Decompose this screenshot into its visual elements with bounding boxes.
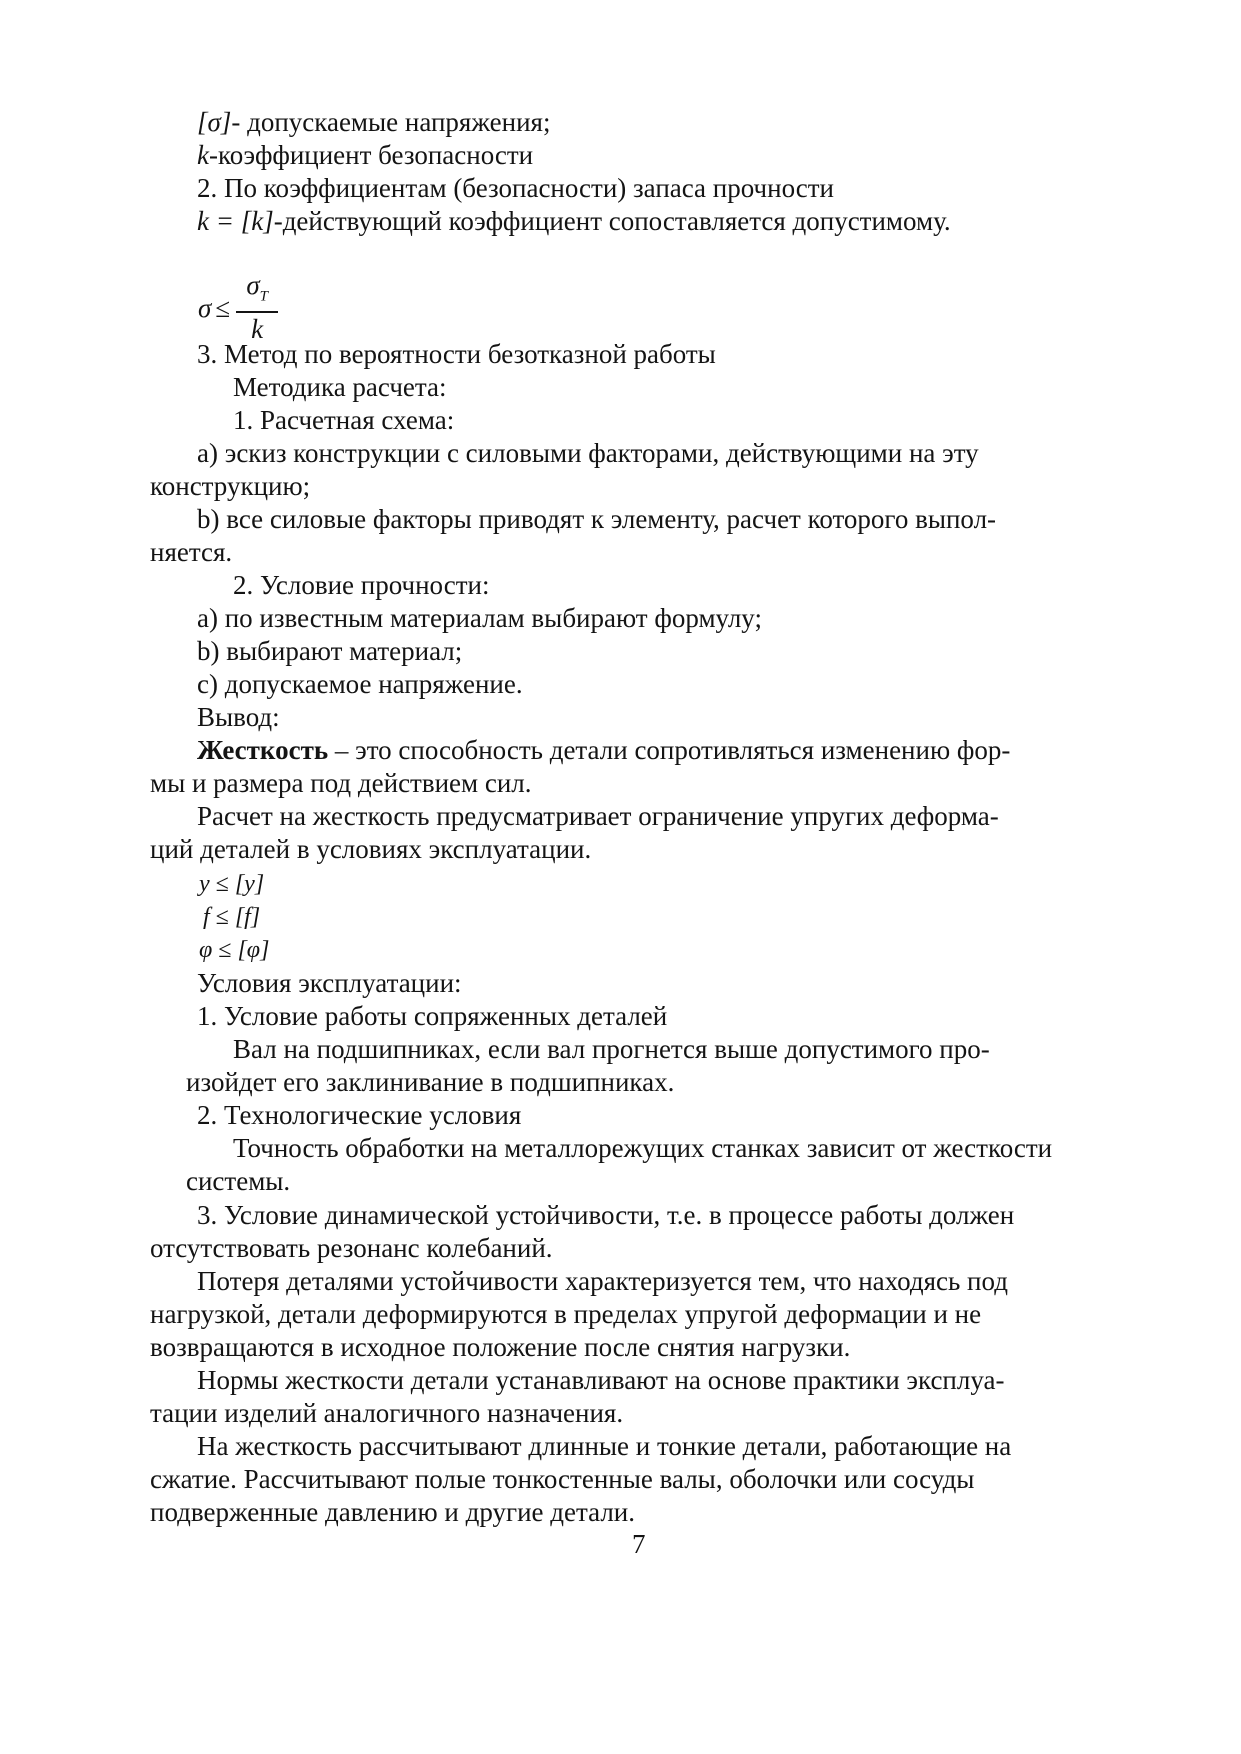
formula-angle-phi: φ ≤ [φ] <box>199 937 270 963</box>
line-stiffness-calc-cont: ций деталей в условиях эксплуатации. <box>150 834 592 864</box>
line-stability-loss-2: нагрузкой, детали деформируются в пределах упругой деформации и не <box>150 1299 982 1329</box>
line-calc-parts: На жесткость рассчитывают длинные и тонкие детали, работающие на <box>197 1431 1012 1461</box>
line-allowable-stress <box>197 106 550 138</box>
fraction-denominator: k <box>251 314 264 345</box>
formula-deflection-f: f ≤ [f] <box>203 904 261 930</box>
line-condition-3: 3. Условие динамической устойчивости, т.е. в процессе работы должен <box>197 1200 1015 1230</box>
fraction <box>236 270 278 345</box>
line-item-b-material: b) выбирают материал; <box>197 636 463 666</box>
line-shaft-bearings: Вал на подшипниках, если вал прогнется выше допустимого про- <box>233 1034 990 1064</box>
line-method-2: 2. По коэффициентам (безопасности) запаса прочности <box>197 173 834 203</box>
formula-sigma-fraction <box>198 270 278 345</box>
line-performed: няется. <box>150 537 233 567</box>
formula-deflection-y: y ≤ [y] <box>199 871 265 897</box>
line-stiffness-definition <box>197 734 1010 766</box>
formula-lhs: σ <box>198 292 212 323</box>
fraction-numerator: $\sigma_T$ <box>246 270 268 305</box>
line-item-c-stress: c) допускаемое напряжение. <box>197 669 523 699</box>
term-stiffness: Жесткость <box>197 735 329 765</box>
line-item-b-forces: b) все силовые факторы приводят к элементу, расчет которого выпол- <box>197 504 997 534</box>
line-strength-condition: 2. Условие прочности: <box>233 570 490 600</box>
line-system: системы. <box>186 1166 291 1196</box>
line-calc-parts-2: сжатие. Рассчитывают полые тонкостенные валы, оболочки или сосуды <box>150 1464 975 1494</box>
k-equation: k = [k] <box>197 206 274 236</box>
line-text: -коэффициент безопасности <box>208 140 534 170</box>
line-stiffness-norms-cont: тации изделий аналогичного назначения. <box>150 1398 624 1428</box>
line-stability-loss: Потеря деталями устойчивости характеризуется тем, что находясь под <box>197 1266 1008 1296</box>
line-methodology: Методика расчета: <box>233 372 447 402</box>
line-text: -действующий коэффициент сопоставляется допустимому. <box>273 206 951 236</box>
formula-relation: ≤ <box>215 292 231 323</box>
line-machining-accuracy: Точность обработки на металлорежущих станках зависит от жесткости <box>233 1133 1053 1163</box>
page-number: 7 <box>632 1529 646 1559</box>
line-condition-1: 1. Условие работы сопряженных деталей <box>197 1001 668 1031</box>
line-shaft-bearings-cont: изойдет его заклинивание в подшипниках. <box>186 1067 675 1097</box>
line-conclusion: Вывод: <box>197 702 280 732</box>
line-calc-scheme: 1. Расчетная схема: <box>233 405 455 435</box>
line-text: - допускаемые напряжения; <box>231 107 551 137</box>
k-symbol: k <box>197 140 209 170</box>
line-item-a-sketch: a) эскиз конструкции с силовыми факторами, действующими на эту <box>197 438 979 468</box>
line-method-3: 3. Метод по вероятности безотказной работы <box>197 339 716 369</box>
line-text: – это способность детали сопротивляться изменению фор- <box>328 735 1011 765</box>
line-calc-parts-3: подверженные давлению и другие детали. <box>150 1497 636 1527</box>
line-stability-loss-3: возвращаются в исходное положение после снятия нагрузки. <box>150 1332 851 1362</box>
line-item-a-formula: a) по известным материалам выбирают формулу; <box>197 603 762 633</box>
sigma-symbol: [σ] <box>197 107 232 137</box>
line-construction: конструкцию; <box>150 471 311 501</box>
line-safety-factor <box>197 139 533 171</box>
line-condition-2: 2. Технологические условия <box>197 1100 522 1130</box>
line-k-compare <box>197 205 951 237</box>
line-condition-3-cont: отсутствовать резонанс колебаний. <box>150 1233 553 1263</box>
line-stiffness-cont: мы и размера под действием сил. <box>150 768 532 798</box>
line-stiffness-norms: Нормы жесткости детали устанавливают на основе практики эксплуа- <box>197 1365 1005 1395</box>
line-operating-conditions: Условия эксплуатации: <box>197 968 462 998</box>
line-stiffness-calc: Расчет на жесткость предусматривает ограничение упругих деформа- <box>197 801 999 831</box>
